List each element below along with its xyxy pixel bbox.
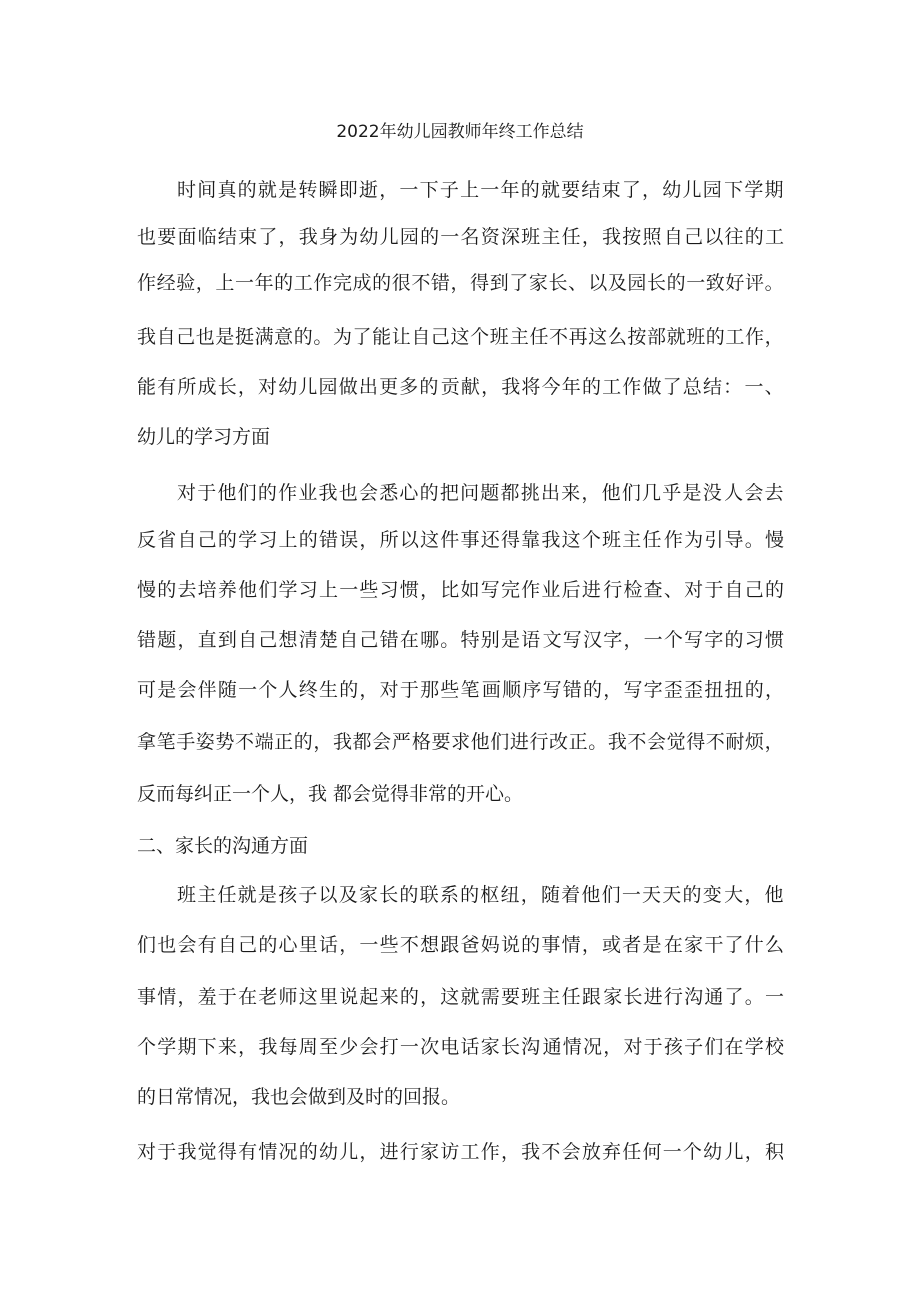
body-line: 也 要 面 临 结 束 了 ， 我 身 为 幼 儿 园 的 一 名 资 深 班 主 任 ， 我 按 照 自 己 以 往 的 工 [137, 226, 784, 248]
body-line: 可 是 会 伴 随 一 个 人 终 生 的 ， 对 于 那 些 笔 画 顺 序 写 错 的 ， 写 字 歪 歪 扭 扭 的 ， [137, 679, 784, 701]
body-line: 们 也 会 有 自 己 的 心 里 话 ， 一 些 不 想 跟 爸 妈 说 的 事 情 ， 或 者 是 在 家 干 了 什 么 [137, 934, 784, 956]
body-line: 反而每纠正一个人，我 都会觉得非常的开心。 [137, 783, 524, 805]
body-line: 对 于 我 觉 得 有 情 况 的 幼 儿 ， 进 行 家 访 工 作 ， 我 不 会 放 弃 任 何 一 个 幼 儿 ， 积 [137, 1141, 784, 1163]
body-line: 时 间 真 的 就 是 转 瞬 即 逝 ， 一 下 子 上 一 年 的 就 要 结 束 了 ， 幼 儿 园 下 学 期 [177, 179, 784, 201]
body-line: 反 省 自 己 的 学 习 上 的 错 误 ， 所 以 这 件 事 还 得 靠 我 这 个 班 主 任 作 为 引 导 。 慢 [137, 529, 784, 551]
body-line: 我 自 己 也 是 挺 满 意 的 。 为 了 能 让 自 己 这 个 班 主 任 不 再 这 么 按 部 就 班 的 工 作 ， [137, 326, 784, 348]
body-line: 二、家长的沟通方面 [137, 835, 309, 857]
body-line: 事 情 ， 羞 于 在 老 师 这 里 说 起 来 的 ， 这 就 需 要 班 主 任 跟 家 长 进 行 沟 通 了 。 一 [137, 986, 784, 1008]
body-line: 的日常情况，我也会做到及时的回报。 [137, 1086, 461, 1108]
body-line: 幼儿的学习方面 [137, 426, 271, 448]
body-line: 拿 笔 手 姿 势 不 端 正 的 ， 我 都 会 严 格 要 求 他 们 进 行 改 正 。 我 不 会 觉 得 不 耐 烦 ， [137, 731, 784, 753]
body-line: 班 主 任 就 是 孩 子 以 及 家 长 的 联 系 的 枢 纽 ， 随 着 他 们 一 天 天 的 变 大 ， 他 [177, 884, 784, 906]
body-line: 作 经 验 ， 上 一 年 的 工 作 完 成 的 很 不 错 ， 得 到 了 家 长 、 以 及 园 长 的 一 致 好 评 。 [137, 272, 784, 294]
body-line: 个 学 期 下 来 ， 我 每 周 至 少 会 打 一 次 电 话 家 长 沟 通 情 况 ， 对 于 孩 子 们 在 学 校 [137, 1036, 784, 1058]
document-title: 2022年幼儿园教师年终工作总结 [336, 122, 584, 142]
body-line: 对 于 他 们 的 作 业 我 也 会 悉 心 的 把 问 题 都 挑 出 来 ， 他 们 几 乎 是 没 人 会 去 [177, 482, 784, 504]
body-line: 错 题 ， 直 到 自 己 想 清 楚 自 己 错 在 哪 。 特 别 是 语 文 写 汉 字 ， 一 个 写 字 的 习 惯 [137, 629, 784, 651]
body-line: 能 有 所 成 长 ， 对 幼 儿 园 做 出 更 多 的 贡 献 ， 我 将 今 年 的 工 作 做 了 总 结 ： 一 、 [137, 376, 784, 398]
body-line: 慢 的 去 培 养 他 们 学 习 上 一 些 习 惯 ， 比 如 写 完 作 业 后 进 行 检 查 、 对 于 自 己 的 [137, 579, 784, 601]
